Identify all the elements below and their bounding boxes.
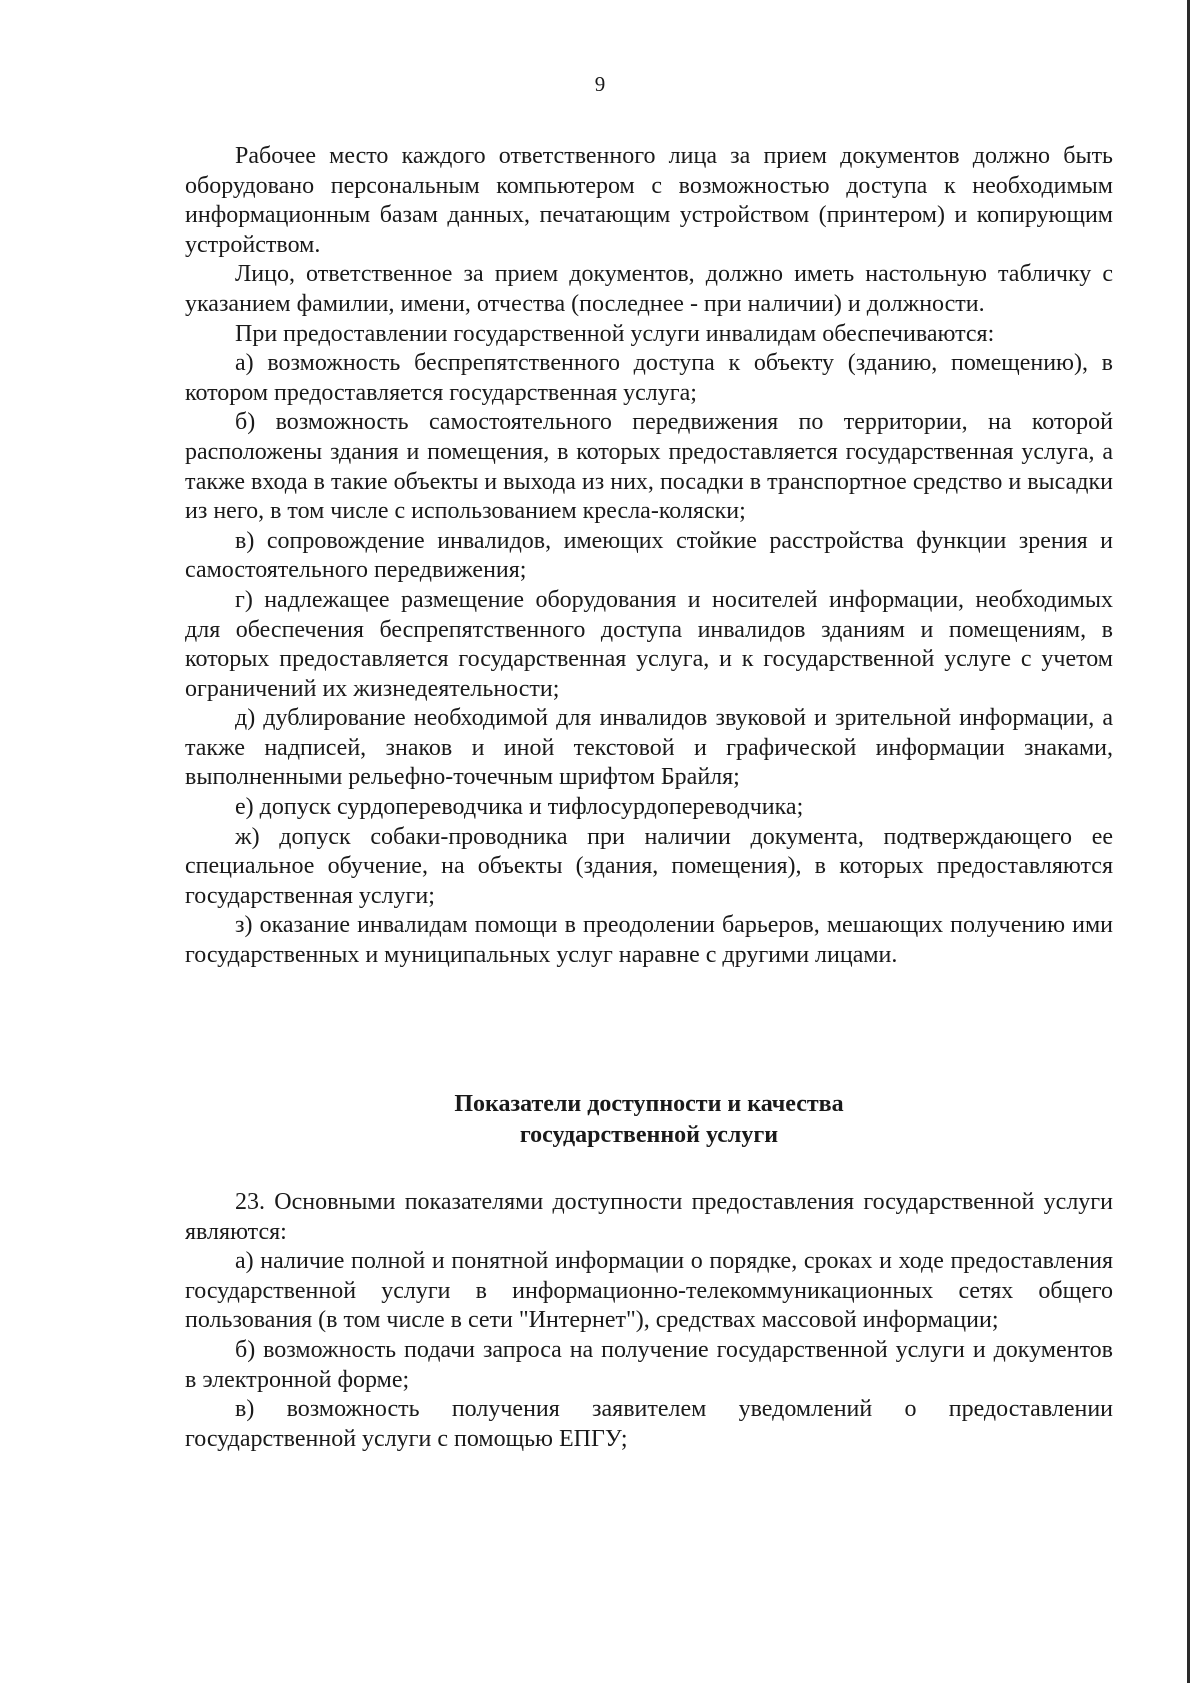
indicator-item-v: в) возможность получения заявителем уведомлений о предоставлении государственной услуги с помощью ЕПГУ;: [185, 1396, 1113, 1452]
body-text-bottom: [185, 1188, 1113, 1454]
section-heading-line-1: Показатели доступности и качества: [454, 1091, 844, 1117]
indicator-item-b: б) возможность подачи запроса на получение государственной услуги и документов в электронной форме;: [185, 1336, 1113, 1393]
list-item-v: в) сопровождение инвалидов, имеющих стойкие расстройства функции зрения и самостоятельного передвижения;: [185, 527, 1113, 584]
paragraph-item-23: 23. Основными показателями доступности предоставления государственной услуги являются:: [185, 1189, 1113, 1245]
list-item-z: з) оказание инвалидам помощи в преодолении барьеров, мешающих получению ими государственных и муниципальных услуг наравне с другими лицами.: [185, 912, 1113, 969]
indicator-item-a: а) наличие полной и понятной информации о порядке, сроках и ходе предоставления государственной услуги в информационно-телекоммуникационных сетях общего пользования (в том числе в сети "Интернет"), средствах массовой информации;: [185, 1248, 1113, 1334]
page-edge-line: [1187, 0, 1190, 1683]
list-item-d: д) дублирование необходимой для инвалидов звуковой и зрительной информации, а также надписей, знаков и иной текстовой и графической информации знаками, выполненными рельефно-точечным шрифтом Брайля;: [185, 705, 1113, 791]
body-text-top: [185, 142, 1113, 971]
list-item-e: е) допуск сурдопереводчика и тифлосурдопереводчика;: [235, 794, 804, 821]
page-number: 9: [594, 72, 606, 96]
list-item-a: а) возможность беспрепятственного доступа к объекту (зданию, помещению), в котором предоставляется государственная услуга;: [185, 350, 1113, 406]
list-item-zh: ж) допуск собаки-проводника при наличии документа, подтверждающего ее специальное обучение, на объекты (здания, помещения), в которых предоставляются государственная услуги;: [185, 823, 1113, 909]
section-heading-line-2: государственной услуги: [519, 1122, 779, 1148]
paragraph-disabled-intro: При предоставлении государственной услуги инвалидам обеспечиваются:: [235, 320, 995, 347]
list-item-g: г) надлежащее размещение оборудования и носителей информации, необходимых для обеспечения беспрепятственного доступа инвалидов зданиям и помещениям, в которых предоставляется государственная услуга, и к государственной услуге с учетом ограничений их жизнедеятельности;: [185, 586, 1113, 702]
paragraph-workplace: Рабочее место каждого ответственного лица за прием документов должно быть оборудовано персональным компьютером с возможностью доступа к необходимым информационным базам данных, печатающим устройством (принтером) и копирующим устройством.: [185, 143, 1113, 258]
section-heading: [185, 1089, 1113, 1151]
paragraph-name-plate: Лицо, ответственное за прием документов, должно иметь настольную табличку с указанием фамилии, имени, отчества (последнее - при наличии) и должности.: [185, 261, 1113, 317]
list-item-b: б) возможность самостоятельного передвижения по территории, на которой расположены здания и помещения, в которых предоставляется государственная услуга, а также входа в такие объекты и выхода из них, посадки в транспортное средство и высадки из него, в том числе с использованием кресла-коляски;: [185, 409, 1113, 525]
